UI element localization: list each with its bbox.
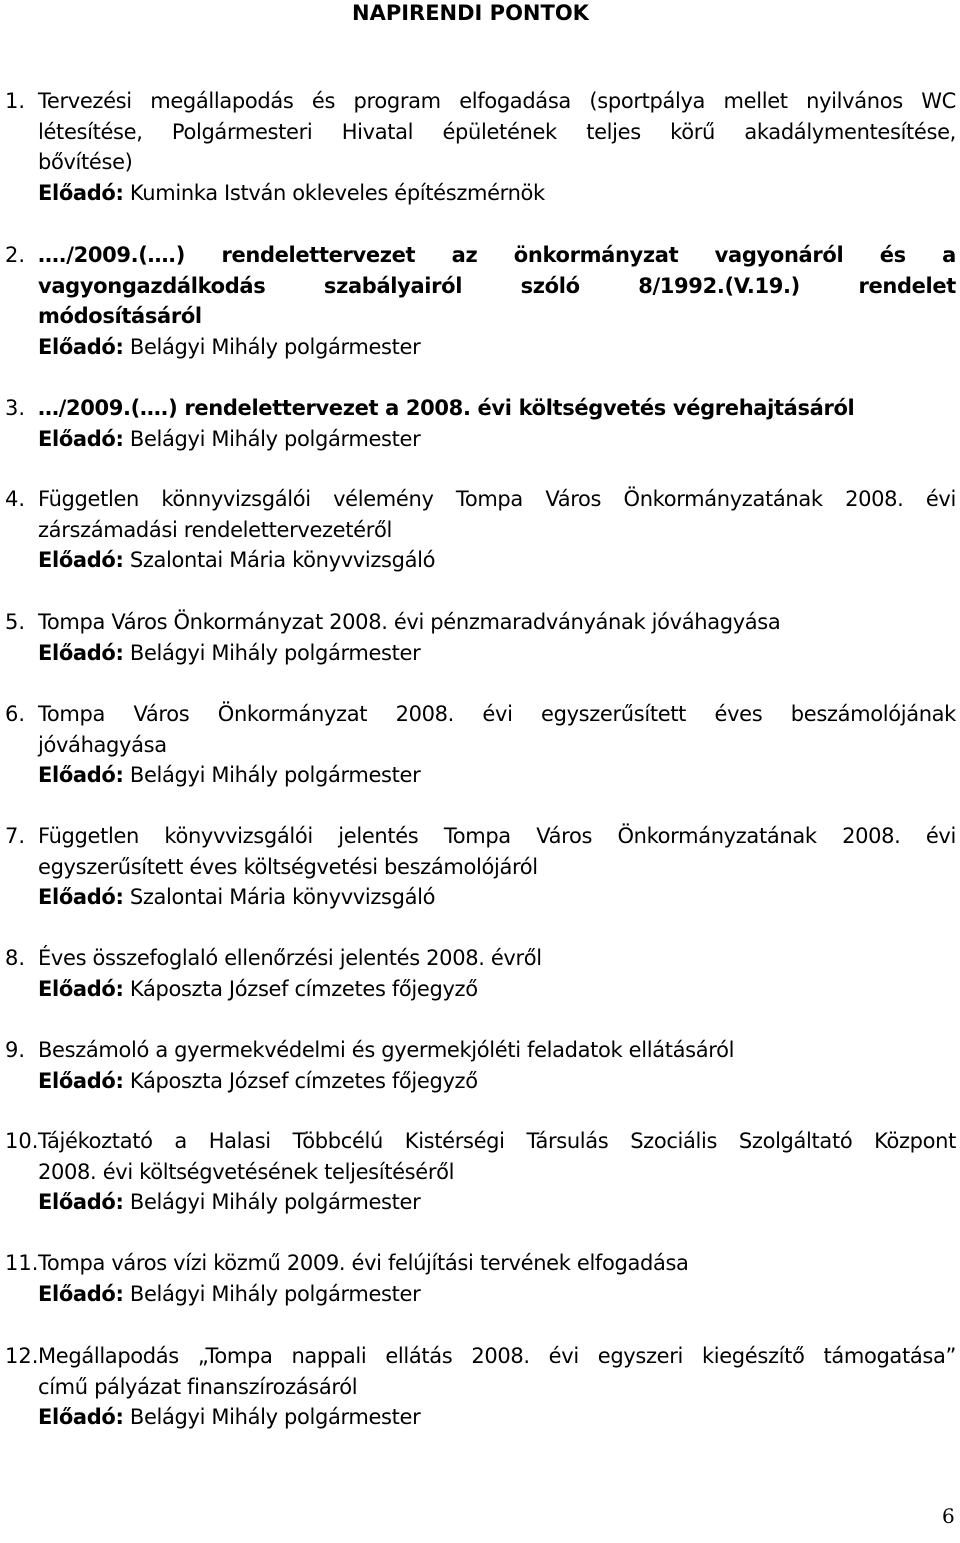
agenda-item-text-line: bővítése) <box>38 150 133 174</box>
presenter-name: Belágyi Mihály polgármester <box>129 1190 421 1214</box>
agenda-item-text-line: …./2009.(….) rendelettervezet az önkormányzat vagyonáról és a <box>38 243 956 267</box>
agenda-item-presenter <box>38 760 956 791</box>
agenda-item-text-line: Tervezési megállapodás és program elfogadása (sportpálya mellet nyilvános WC <box>38 89 956 113</box>
presenter-name: Belágyi Mihály polgármester <box>129 640 421 665</box>
agenda-item-number: 8. <box>5 946 26 970</box>
agenda-item-text-line: zárszámadási rendelettervezetéről <box>38 517 392 542</box>
agenda-item-text-line: Független könyvvizsgálói jelentés Tompa Város Önkormányzatának 2008. évi <box>38 824 956 848</box>
agenda-item-text-line: vagyongazdálkodás szabályairól szóló 8/1992.(V.19.) rendelet <box>38 273 956 298</box>
agenda-item-number: 6. <box>5 702 26 726</box>
agenda-item-presenter <box>38 545 956 576</box>
presenter-name: Káposzta József címzetes főjegyző <box>129 1068 478 1093</box>
agenda-item-presenter <box>38 1066 956 1097</box>
agenda-item-text-line: Tompa Város Önkormányzat 2008. évi pénzmaradványának jóváhagyása <box>38 610 781 634</box>
presenter-label: Előadó: <box>38 1405 124 1429</box>
agenda-item-number: 4. <box>5 487 26 511</box>
presenter-name: Belágyi Mihály polgármester <box>129 763 421 787</box>
agenda-item-text-line: Tájékoztató a Halasi Többcélú Kistérségi Társulás Szociális Szolgáltató Központ <box>38 1129 956 1153</box>
agenda-item-number: 10. <box>5 1129 39 1153</box>
presenter-label: Előadó: <box>38 1190 124 1214</box>
agenda-item-text-line: létesítése, Polgármesteri Hivatal épületének teljes körű akadálymentesítése, <box>38 119 956 144</box>
agenda-item-presenter <box>38 332 956 363</box>
presenter-label: Előadó: <box>38 548 124 572</box>
agenda-item-text-line: Független könnyvizsgálói vélemény Tompa Város Önkormányzatának 2008. évi <box>38 487 956 511</box>
agenda-item-presenter <box>38 638 956 669</box>
agenda-item-text-line: Beszámoló a gyermekvédelmi és gyermekjóléti feladatok ellátásáról <box>38 1038 735 1062</box>
presenter-name: Káposzta József címzetes főjegyző <box>129 976 478 1001</box>
agenda-item-text-line: egyszerűsített éves költségvetési beszámolójáról <box>38 854 538 879</box>
agenda-item-presenter <box>38 1279 956 1310</box>
agenda-item-presenter <box>38 1402 956 1433</box>
agenda-item-text-line: 2008. évi költségvetésének teljesítéséről <box>38 1159 455 1184</box>
agenda-item-number: 11. <box>5 1251 39 1275</box>
presenter-name: Kuminka István okleveles építészmérnök <box>129 180 545 205</box>
agenda-item-number: 1. <box>5 89 26 113</box>
agenda-item-presenter <box>38 1187 956 1218</box>
presenter-label: Előadó: <box>38 763 124 787</box>
agenda-item-number: 9. <box>5 1038 26 1062</box>
agenda-item-presenter <box>38 882 956 913</box>
agenda-item-number: 2. <box>5 243 26 267</box>
agenda-item-presenter <box>38 178 956 209</box>
agenda-item-number: 7. <box>5 824 26 848</box>
presenter-name: Szalontai Mária könyvvizsgáló <box>129 548 436 572</box>
presenter-name: Belágyi Mihály polgármester <box>129 1281 421 1306</box>
agenda-item-text-line: jóváhagyása <box>38 732 167 757</box>
agenda-item-text-line: Megállapodás „Tompa nappali ellátás 2008. évi egyszeri kiegészítő támogatása” <box>38 1344 956 1368</box>
presenter-label: Előadó: <box>38 180 124 205</box>
presenter-name: Belágyi Mihály polgármester <box>129 1405 421 1429</box>
agenda-item-text-line: Tompa város vízi közmű 2009. évi felújítási tervének elfogadása <box>38 1251 689 1275</box>
agenda-item-number: 3. <box>5 396 26 420</box>
presenter-label: Előadó: <box>38 1281 124 1306</box>
presenter-name: Belágyi Mihály polgármester <box>129 334 421 359</box>
page-heading: NAPIRENDI PONTOK <box>352 1 589 25</box>
agenda-item-presenter <box>38 424 956 455</box>
presenter-name: Szalontai Mária könyvvizsgáló <box>129 885 436 909</box>
presenter-label: Előadó: <box>38 1068 124 1093</box>
presenter-label: Előadó: <box>38 976 124 1001</box>
presenter-label: Előadó: <box>38 334 124 359</box>
presenter-label: Előadó: <box>38 426 124 451</box>
page-number: 6 <box>942 1504 955 1528</box>
agenda-item-number: 5. <box>5 610 26 634</box>
agenda-item-text-line: módosításáról <box>38 304 202 328</box>
presenter-label: Előadó: <box>38 640 124 665</box>
agenda-item-text-line: …/2009.(….) rendelettervezet a 2008. évi költségvetés végrehajtásáról <box>38 396 855 420</box>
presenter-label: Előadó: <box>38 885 124 909</box>
agenda-item-presenter <box>38 974 956 1005</box>
agenda-item-text-line: Tompa Város Önkormányzat 2008. évi egyszerűsített éves beszámolójának <box>38 702 956 726</box>
agenda-item-text-line: Éves összefoglaló ellenőrzési jelentés 2008. évről <box>38 946 542 970</box>
presenter-name: Belágyi Mihály polgármester <box>129 426 421 451</box>
agenda-item-text-line: című pályázat finanszírozásáról <box>38 1374 358 1399</box>
agenda-item-number: 12. <box>5 1344 39 1368</box>
